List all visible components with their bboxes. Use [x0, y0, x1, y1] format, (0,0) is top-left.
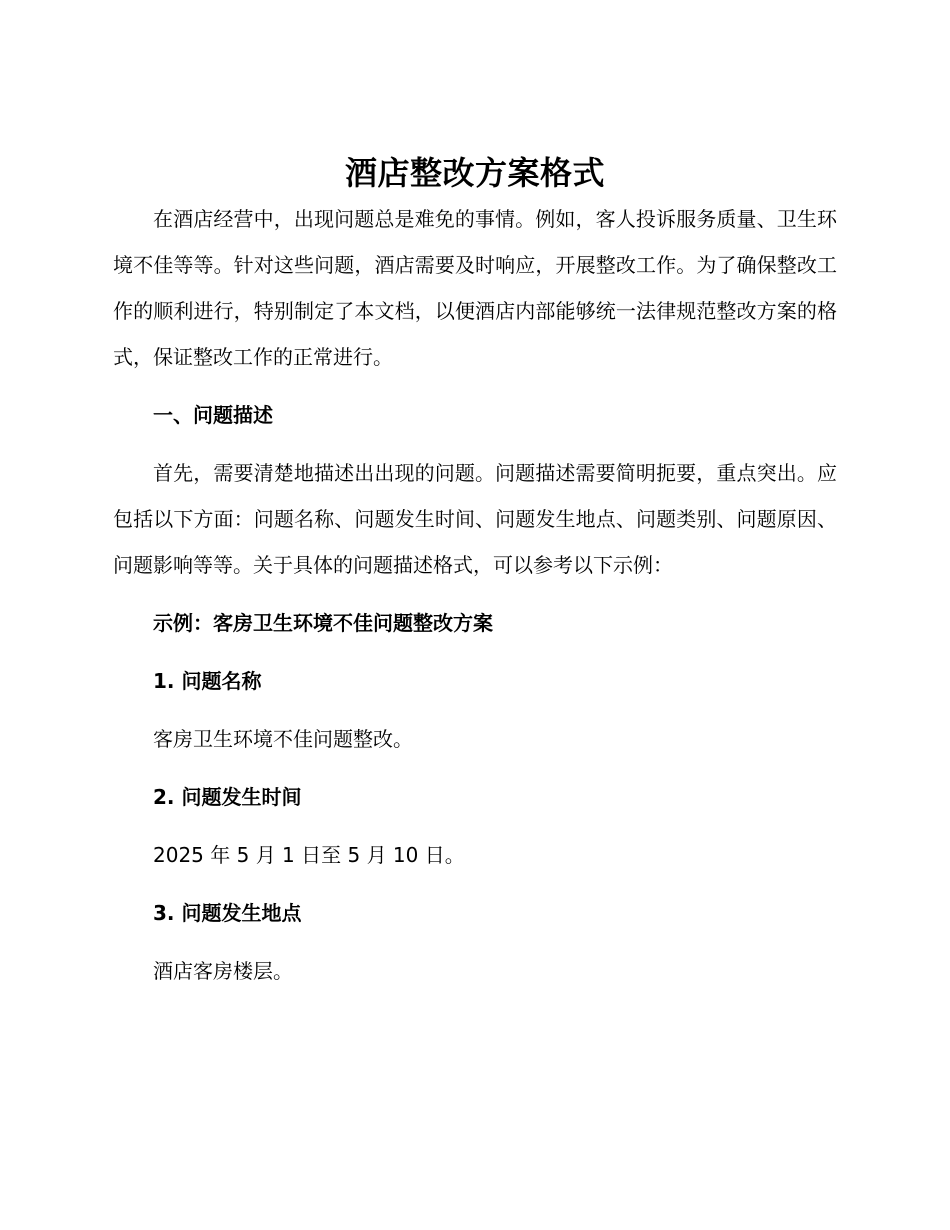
item-body-problem-location: 酒店客房楼层。	[153, 959, 293, 983]
spacer	[113, 646, 837, 658]
document-title: 酒店整改方案格式	[344, 154, 605, 192]
spacer	[113, 762, 837, 774]
document-page	[113, 150, 837, 994]
item-heading-problem-name: 1. 问题名称	[153, 669, 262, 693]
spacer	[113, 438, 837, 450]
item-body-problem-name: 客房卫生环境不佳问题整改。	[153, 727, 413, 751]
intro-paragraph: 在酒店经营中，出现问题总是难免的事情。例如，客人投诉服务质量、卫生环境不佳等等。针对这些问题，酒店需要及时响应，开展整改工作。为了确保整改工作的顺利进行，特别制定了本文档，以便酒店内部能够统一法律规范整改方案的格式，保证整改工作的正常进行。	[113, 207, 837, 369]
section-paragraph-problem-description: 首先，需要清楚地描述出出现的问题。问题描述需要简明扼要，重点突出。应包括以下方面：问题名称、问题发生时间、问题发生地点、问题类别、问题原因、问题影响等等。关于具体的问题描述格式，可以参考以下示例：	[113, 461, 837, 577]
spacer	[113, 704, 837, 716]
item-heading-problem-time: 2. 问题发生时间	[153, 785, 302, 809]
example-heading: 示例：客房卫生环境不佳问题整改方案	[153, 611, 493, 635]
spacer	[113, 820, 837, 832]
spacer	[113, 588, 837, 600]
spacer	[113, 878, 837, 890]
spacer	[113, 380, 837, 392]
section-heading-problem-description: 一、问题描述	[153, 403, 273, 427]
item-heading-problem-location: 3. 问题发生地点	[153, 901, 302, 925]
item-body-problem-time: 2025 年 5 月 1 日至 5 月 10 日。	[153, 843, 465, 867]
spacer	[113, 936, 837, 948]
